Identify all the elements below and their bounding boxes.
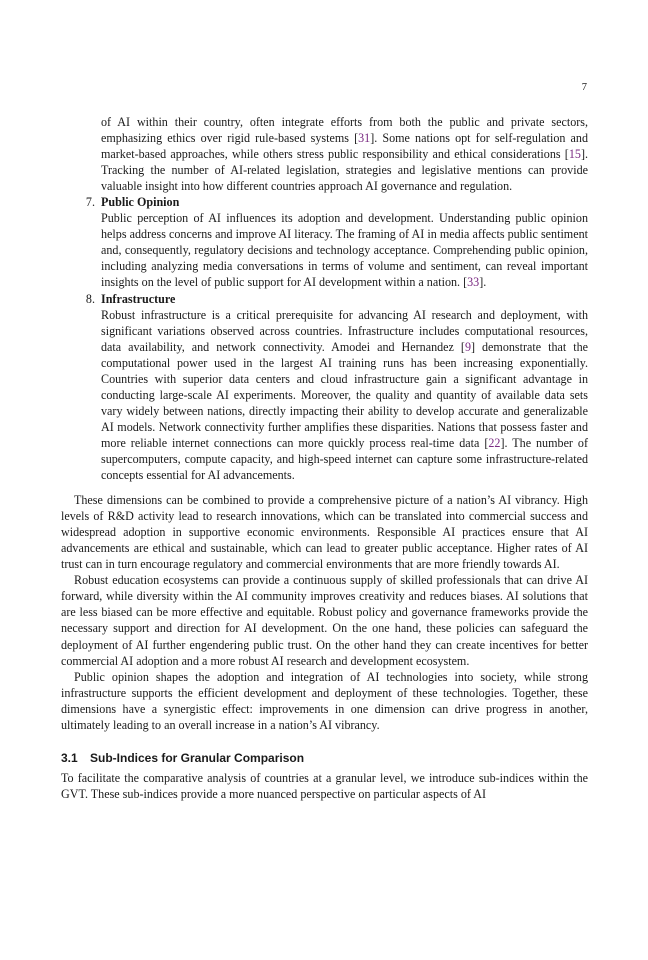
section-title: Sub-Indices for Granular Comparison bbox=[90, 750, 305, 765]
text-run: of AI within their country, often integrate efforts from both the public and private sectors, emphasizing ethics over rigid rule-based systems [ bbox=[101, 115, 588, 146]
list-item-infrastructure bbox=[61, 291, 588, 484]
list-item-continuation bbox=[61, 114, 588, 194]
page-content bbox=[61, 114, 588, 802]
text-run: ] demonstrate that the computational power used in the largest AI training runs has been increasing exponentially. Countries with superior data centers and cloud infrastructure gain a significant advantage in conducting large-scale AI experiments. Moreover, the quality and quantity of available data sets vary widely between nations, directly impacting their ability to develop accurate and generalizable AI models. Network connectivity further amplifies these disparities. Nations that possess faster and more reliable internet connections can more quickly process real-time data [ bbox=[101, 339, 588, 450]
text-run: ]. The number of supercomputers, compute capacity, and high-speed internet can capture some infrastructure-related concepts essential for AI advancements. bbox=[101, 435, 588, 483]
text-run: ]. bbox=[479, 275, 487, 290]
body-paragraph: These dimensions can be combined to provide a comprehensive picture of a nation’s AI vibrancy. High levels of R&D activity lead to research innovations, which can be translated into commercial success and widespread adoption in supportive economic environments. Responsible AI practices ensure that AI advancements are ethical and sustainable, which can lead to greater public acceptance. Higher rates of AI trust can in turn encourage regulatory and commercial environments that are more friendly towards AI. bbox=[61, 493, 588, 572]
list-item-title: Public Opinion bbox=[101, 195, 180, 210]
text-run: ]. Tracking the number of AI-related legislation, strategies and legislative mentions can provide valuable insight into how different countries approach AI governance and regulation. bbox=[101, 147, 588, 194]
section-heading bbox=[61, 750, 588, 766]
list-item-body bbox=[101, 210, 588, 290]
citation-link[interactable]: 22 bbox=[488, 435, 501, 450]
text-run: ]. Some nations opt for self-regulation and market-based approaches, while others stress public responsibility and ethical considerations [ bbox=[101, 131, 588, 162]
citation-link[interactable]: 31 bbox=[358, 131, 371, 146]
page-number: 7 bbox=[581, 82, 587, 93]
list-item-number: 7. bbox=[85, 195, 95, 210]
list-item-title: Infrastructure bbox=[101, 291, 176, 306]
section-paragraph: To facilitate the comparative analysis of countries at a granular level, we introduce sub-indices within the GVT. These sub-indices provide a more nuanced perspective on particular aspects of AI bbox=[61, 770, 588, 801]
list-item-number: 8. bbox=[85, 291, 95, 306]
list-item-body bbox=[101, 307, 588, 484]
citation-link[interactable]: 33 bbox=[467, 275, 480, 290]
text-run: Robust infrastructure is a critical prerequisite for advancing AI research and deployment, with significant variations observed across countries. Infrastructure includes computational resources, data availability, and network connectivity. Amodei and Hernandez [ bbox=[101, 307, 588, 354]
body-paragraph: Robust education ecosystems can provide a continuous supply of skilled professionals that can drive AI forward, while diversity within the AI community improves creativity and reduces biases. AI solutions that are less biased can be more effective and equitable. Robust policy and governance frameworks provide the necessary support and direction for AI development. On the one hand, these policies can safeguard the deployment of AI further engendering public trust. On the other hand they can create incentives for better commercial AI adoption and a more robust AI research and development ecosystem. bbox=[61, 573, 588, 668]
numbered-list bbox=[61, 114, 588, 483]
citation-link[interactable]: 15 bbox=[568, 147, 581, 162]
text-run: Public perception of AI influences its adoption and development. Understanding public opinion helps address concerns and improve AI literacy. The framing of AI in media affects public sentiment and, consequently, regulatory decisions and technology acceptance. Comprehending public opinion, including analyzing media conversations in terms of volume and sentiment, can reveal important insights on the level of public support for AI development within a nation. [ bbox=[101, 211, 588, 290]
list-item-public-opinion bbox=[61, 194, 588, 290]
citation-link[interactable]: 9 bbox=[464, 339, 471, 354]
section-number: 3.1 bbox=[61, 750, 78, 765]
body-paragraph: Public opinion shapes the adoption and integration of AI technologies into society, while strong infrastructure supports the efficient development and deployment of these technologies. Together, these dimensions have a synergistic effect: improvements in one dimension can drive progress in another, ultimately leading to an overall increase in a nation’s AI vibrancy. bbox=[61, 669, 588, 732]
